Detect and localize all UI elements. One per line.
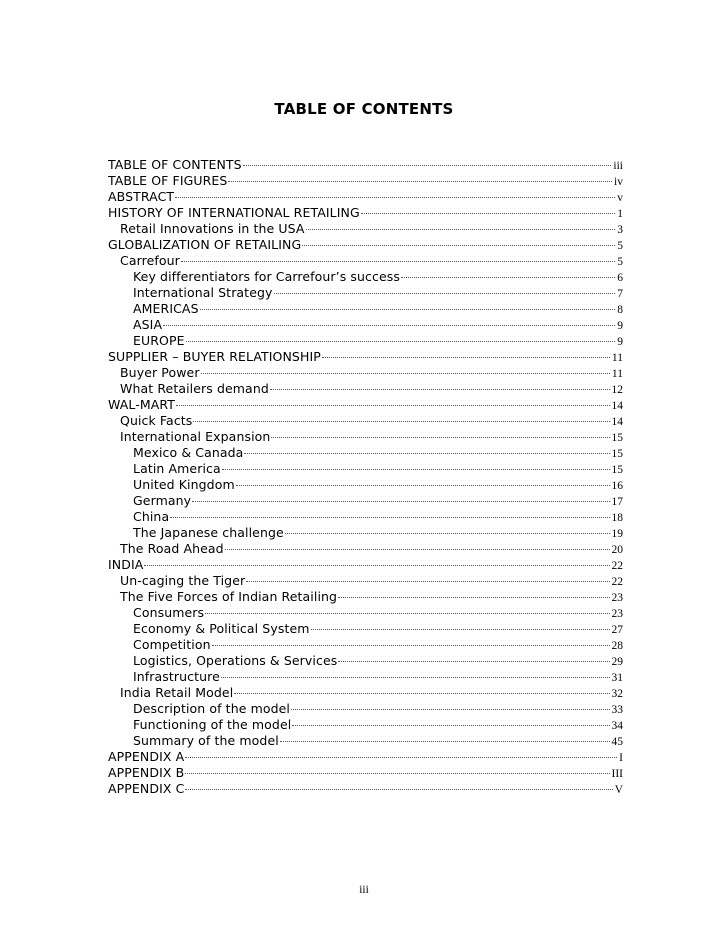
toc-entry-page: 5 (617, 240, 623, 252)
toc-entry[interactable] (108, 205, 623, 221)
toc-entry-label: The Japanese challenge (133, 525, 284, 540)
toc-entry-label: APPENDIX B (108, 765, 185, 780)
toc-entry-label: Quick Facts (120, 413, 193, 428)
toc-entry-label: Un-caging the Tiger (120, 573, 246, 588)
toc-entry-page: 14 (611, 400, 623, 412)
toc-entry[interactable] (108, 621, 623, 637)
toc-entry[interactable] (108, 285, 623, 301)
toc-entry-page: 33 (611, 704, 623, 716)
toc-entry[interactable] (108, 189, 623, 205)
toc-entry-page: 22 (611, 560, 623, 572)
toc-entry-page: 11 (611, 352, 623, 364)
toc-entry-label: The Road Ahead (120, 541, 224, 556)
dot-leader (192, 501, 609, 502)
dot-leader (246, 581, 609, 582)
toc-entry[interactable] (108, 541, 623, 557)
dot-leader (201, 373, 610, 374)
toc-entry-page: 12 (611, 384, 623, 396)
toc-entry-label: Infrastructure (133, 669, 220, 684)
toc-entry-page: 22 (611, 576, 623, 588)
toc-entry-page: 11 (611, 368, 623, 380)
toc-entry-label: Germany (133, 493, 192, 508)
toc-entry-label: SUPPLIER – BUYER RELATIONSHIP (108, 349, 321, 364)
toc-entry-label: International Strategy (133, 285, 273, 300)
toc-entry-label: Summary of the model (133, 733, 279, 748)
toc-entry[interactable] (108, 605, 623, 621)
toc-entry-label: EUROPE (133, 333, 185, 348)
dot-leader (176, 405, 609, 406)
toc-entry[interactable] (108, 413, 623, 429)
toc-entry-label: INDIA (108, 557, 144, 572)
dot-leader (225, 549, 610, 550)
toc-entry-label: Competition (133, 637, 211, 652)
toc-entry-label: China (133, 509, 170, 524)
toc-entry[interactable] (108, 765, 623, 781)
dot-leader (302, 245, 615, 246)
page-title: TABLE OF CONTENTS (274, 100, 454, 118)
toc-entry[interactable] (108, 557, 623, 573)
toc-entry[interactable] (108, 253, 623, 269)
toc-entry-page: 18 (611, 512, 623, 524)
toc-entry-label: Key differentiators for Carrefour’s success (133, 269, 401, 284)
toc-entry-page: 9 (617, 336, 623, 348)
toc-entry-page: 7 (617, 288, 623, 300)
toc-entry-label: TABLE OF CONTENTS (108, 157, 242, 172)
dot-leader (170, 517, 609, 518)
toc-entry[interactable] (108, 445, 623, 461)
toc-entry-page: 9 (617, 320, 623, 332)
toc-entry-page: 6 (617, 272, 623, 284)
toc-entry[interactable] (108, 237, 623, 253)
toc-entry[interactable] (108, 349, 623, 365)
dot-leader (338, 597, 609, 598)
dot-leader (193, 421, 609, 422)
toc-entry[interactable] (108, 301, 623, 317)
dot-leader (186, 341, 616, 342)
toc-entry[interactable] (108, 317, 623, 333)
toc-entry-page: III (611, 768, 623, 780)
dot-leader (236, 485, 610, 486)
toc-entry-label: WAL-MART (108, 397, 176, 412)
toc-entry[interactable] (108, 461, 623, 477)
toc-entry-label: Description of the model (133, 701, 290, 716)
toc-entry[interactable] (108, 429, 623, 445)
toc-entry[interactable] (108, 589, 623, 605)
toc-entry[interactable] (108, 653, 623, 669)
toc-entry-page: 3 (617, 224, 623, 236)
dot-leader (212, 645, 610, 646)
dot-leader (292, 725, 609, 726)
dot-leader (144, 565, 609, 566)
toc-entry-label: Mexico & Canada (133, 445, 244, 460)
toc-entry-label: Carrefour (120, 253, 180, 268)
toc-entry[interactable] (108, 749, 623, 765)
toc-entry-label: APPENDIX A (108, 749, 185, 764)
toc-entry-page: I (619, 752, 623, 764)
toc-entry-label: Logistics, Operations & Services (133, 653, 338, 668)
toc-entry[interactable] (108, 477, 623, 493)
toc-entry[interactable] (108, 637, 623, 653)
dot-leader (234, 693, 609, 694)
dot-leader (185, 773, 609, 774)
toc-entry-page: 5 (617, 256, 623, 268)
dot-leader (181, 261, 615, 262)
dot-leader (311, 629, 610, 630)
dot-leader (185, 757, 617, 758)
toc-entry-page: 28 (611, 640, 623, 652)
toc-entry-label: Retail Innovations in the USA (120, 221, 305, 236)
toc-entry-label: India Retail Model (120, 685, 234, 700)
toc-entry-page: 8 (617, 304, 623, 316)
toc-entry-page: 23 (611, 592, 623, 604)
dot-leader (291, 709, 610, 710)
toc-entry-label: United Kingdom (133, 477, 235, 492)
toc-entry[interactable] (108, 173, 623, 189)
dot-leader (338, 661, 609, 662)
toc-entry[interactable] (108, 573, 623, 589)
toc-entry[interactable] (108, 333, 623, 349)
toc-entry-page: 15 (611, 464, 623, 476)
dot-leader (280, 741, 610, 742)
dot-leader (175, 197, 615, 198)
dot-leader (271, 437, 609, 438)
toc-entry-page: 32 (611, 688, 623, 700)
toc-entry[interactable] (108, 381, 623, 397)
toc-entry-page: 19 (611, 528, 623, 540)
toc-entry[interactable] (108, 493, 623, 509)
toc-entry-label: ABSTRACT (108, 189, 175, 204)
toc-entry-page: V (614, 784, 623, 796)
toc-entry[interactable] (108, 717, 623, 733)
toc-entry[interactable] (108, 365, 623, 381)
toc-entry[interactable] (108, 397, 623, 413)
toc-entry[interactable] (108, 269, 623, 285)
dot-leader (361, 213, 615, 214)
toc-entry-label: APPENDIX C (108, 781, 185, 796)
dot-leader (306, 229, 616, 230)
toc-entry-page: 27 (611, 624, 623, 636)
dot-leader (243, 165, 612, 166)
toc-entry-page: 15 (611, 432, 623, 444)
toc-entry[interactable] (108, 669, 623, 685)
toc-entry-page: 23 (611, 608, 623, 620)
toc-entry-page: 34 (611, 720, 623, 732)
toc-entry-page: 16 (611, 480, 623, 492)
dot-leader (221, 677, 610, 678)
toc-entry[interactable] (108, 525, 623, 541)
toc-entry-page: 17 (611, 496, 623, 508)
toc-entry-label: The Five Forces of Indian Retailing (120, 589, 338, 604)
dot-leader (205, 613, 609, 614)
toc-entry-page: 29 (611, 656, 623, 668)
dot-leader (322, 357, 610, 358)
toc-entry[interactable] (108, 781, 623, 797)
toc-entry[interactable] (108, 509, 623, 525)
toc-entry-page: 1 (617, 208, 623, 220)
toc-entry[interactable] (108, 157, 623, 173)
toc-entry-label: GLOBALIZATION OF RETAILING (108, 237, 302, 252)
toc-entry[interactable] (108, 733, 623, 749)
toc-entry[interactable] (108, 701, 623, 717)
toc-entry-label: What Retailers demand (120, 381, 269, 396)
toc-entry-page: 14 (611, 416, 623, 428)
toc-entry-label: Buyer Power (120, 365, 200, 380)
toc-entry[interactable] (108, 685, 623, 701)
dot-leader (200, 309, 616, 310)
toc-entry-label: Economy & Political System (133, 621, 310, 636)
toc-entry-label: ASIA (133, 317, 163, 332)
toc-entry-page: 20 (611, 544, 623, 556)
dot-leader (222, 469, 610, 470)
table-of-contents (108, 157, 623, 797)
toc-entry-page: 15 (611, 448, 623, 460)
toc-entry-label: Functioning of the model (133, 717, 292, 732)
dot-leader (270, 389, 610, 390)
toc-entry-page: 45 (611, 736, 623, 748)
page-number: iii (359, 884, 369, 896)
dot-leader (185, 789, 612, 790)
toc-entry-label: Latin America (133, 461, 221, 476)
toc-entry-label: Consumers (133, 605, 205, 620)
dot-leader (163, 325, 615, 326)
dot-leader (228, 181, 612, 182)
toc-entry-label: HISTORY OF INTERNATIONAL RETAILING (108, 205, 360, 220)
toc-entry-page: iii (613, 160, 623, 172)
toc-entry-label: AMERICAS (133, 301, 199, 316)
dot-leader (401, 277, 615, 278)
toc-entry-page: iv (614, 176, 623, 188)
toc-entry[interactable] (108, 221, 623, 237)
toc-entry-page: v (617, 192, 623, 204)
toc-entry-label: TABLE OF FIGURES (108, 173, 228, 188)
dot-leader (274, 293, 616, 294)
toc-entry-page: 31 (611, 672, 623, 684)
toc-entry-label: International Expansion (120, 429, 271, 444)
dot-leader (285, 533, 610, 534)
dot-leader (244, 453, 609, 454)
